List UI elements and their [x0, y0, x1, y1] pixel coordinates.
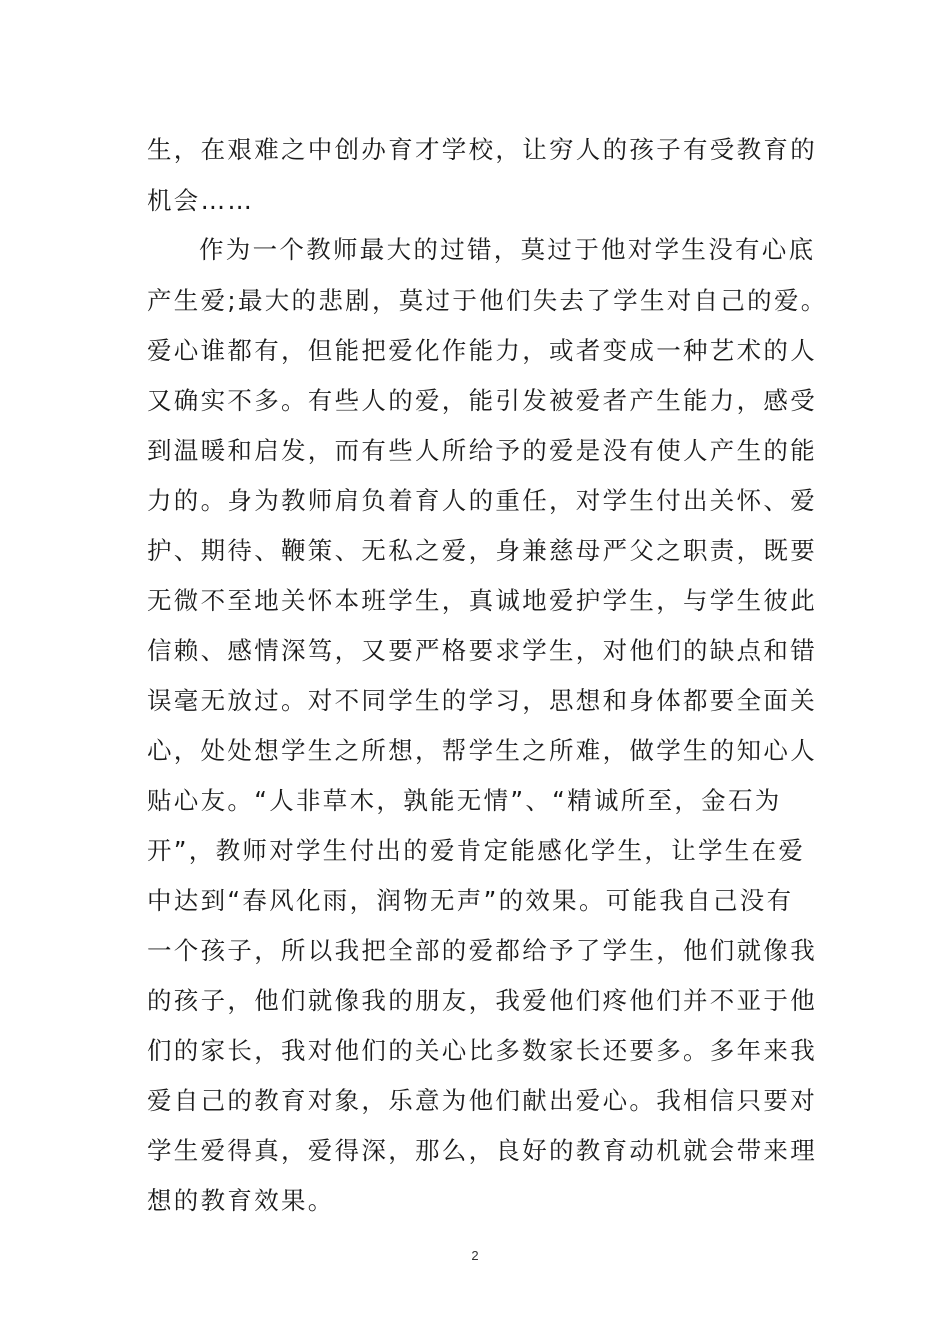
- text-line: 护、期待、鞭策、无私之爱，身兼慈母严父之职责，既要: [147, 536, 817, 565]
- text-line: 生，在艰难之中创办育才学校，让穷人的孩子有受教育的: [147, 135, 817, 164]
- text-line: 想的教育效果。: [147, 1186, 335, 1215]
- text-line: 的孩子，他们就像我的朋友，我爱他们疼他们并不亚于他: [147, 986, 817, 1015]
- text-line: 力的。身为教师肩负着育人的重任，对学生付出关怀、爱: [147, 486, 817, 515]
- page-number: 2: [471, 1248, 479, 1263]
- text-line: 产生爱;最大的悲剧，莫过于他们失去了学生对自己的爱。: [147, 286, 828, 315]
- text-line: 爱自己的教育对象，乐意为他们献出爱心。我相信只要对: [147, 1086, 817, 1115]
- text-line: 机会……: [147, 186, 255, 215]
- text-line: 心，处处想学生之所想，帮学生之所难，做学生的知心人: [147, 736, 817, 765]
- text-line: 无微不至地关怀本班学生，真诚地爱护学生，与学生彼此: [147, 586, 817, 615]
- text-line: 开”，教师对学生付出的爱肯定能感化学生，让学生在爱: [147, 836, 806, 865]
- text-line: 爱心谁都有，但能把爱化作能力，或者变成一种艺术的人: [147, 336, 817, 365]
- text-line: 贴心友。“人非草木，孰能无情”、“精诚所至，金石为: [147, 786, 782, 815]
- text-line: 学生爱得真，爱得深，那么，良好的教育动机就会带来理: [147, 1136, 817, 1165]
- text-line: 信赖、感情深笃，又要严格要求学生，对他们的缺点和错: [147, 636, 817, 665]
- text-line: 到温暖和启发，而有些人所给予的爱是没有使人产生的能: [147, 436, 817, 465]
- text-line: 作为一个教师最大的过错，莫过于他对学生没有心底: [199, 235, 816, 264]
- text-line: 们的家长，我对他们的关心比多数家长还要多。多年来我: [147, 1036, 817, 1065]
- text-line: 一个孩子，所以我把全部的爱都给予了学生，他们就像我: [147, 936, 817, 965]
- text-line: 误毫无放过。对不同学生的学习，思想和身体都要全面关: [147, 686, 817, 715]
- text-line: 中达到“春风化雨，润物无声”的效果。可能我自己没有: [147, 886, 794, 915]
- text-line: 又确实不多。有些人的爱，能引发被爱者产生能力，感受: [147, 386, 817, 415]
